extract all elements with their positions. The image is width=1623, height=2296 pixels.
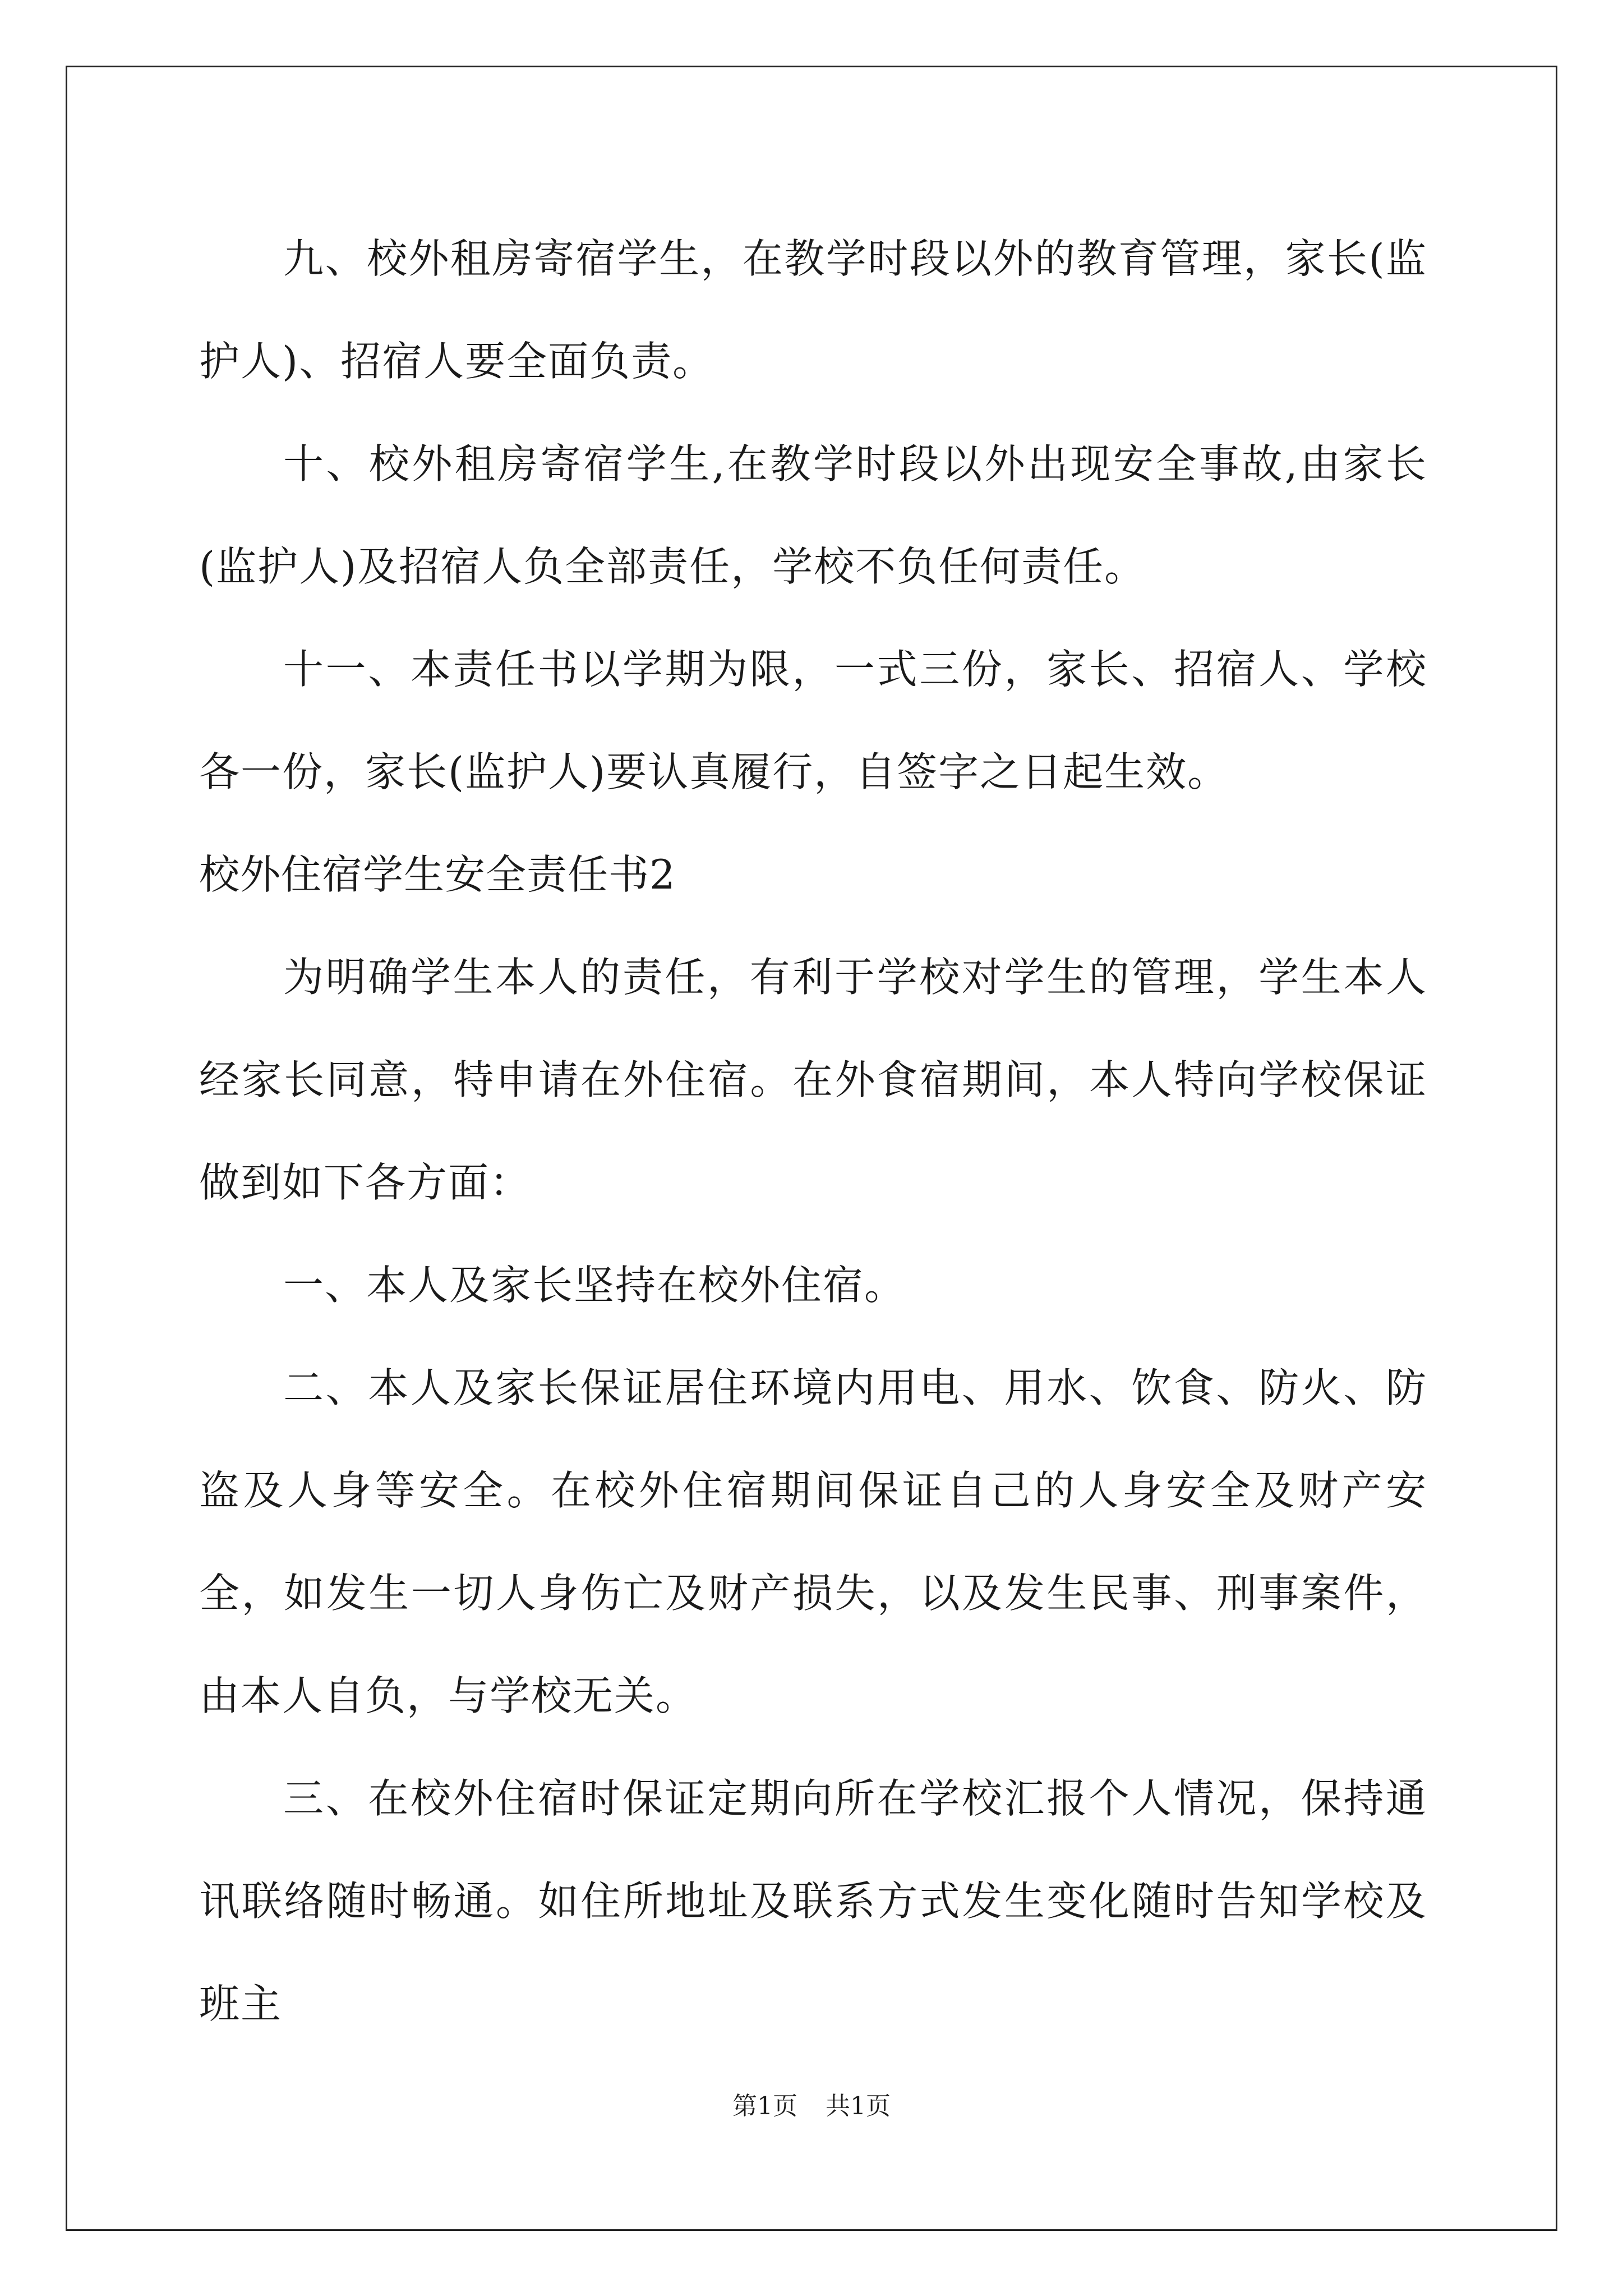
paragraph: 二、本人及家长保证居住环境内用电、用水、饮食、防火、防盗及人身等安全。在校外住宿期间保证自己的人身安全及财产安全，如发生一切人身伤亡及财产损失，以及发生民事、刑事案件，由本人自负，与学校无关。 [199,1364,1427,1719]
paragraph: 十、校外租房寄宿学生,在教学时段以外出现安全事故,由家长(监护人)及招宿人负全部责任，学校不负任何责任。 [199,440,1427,590]
paragraph: 十一、本责任书以学期为限，一式三份，家长、招宿人、学校各一份，家长(监护人)要认真履行，自签字之日起生效。 [199,646,1427,795]
paragraph: 三、在校外住宿时保证定期向所在学校汇报个人情况，保持通讯联络随时畅通。如住所地址及联系方式发生变化随时告知学校及班主 [199,1775,1427,2027]
section-heading: 校外住宿学生安全责任书2 [199,851,676,898]
page-total: 共1页 [826,2092,891,2120]
paragraph: 九、校外租房寄宿学生，在教学时段以外的教育管理，家长(监护人)、招宿人要全面负责。 [199,235,1427,385]
document-body [199,208,1427,2055]
paragraph: 一、本人及家长坚持在校外住宿。 [283,1262,906,1309]
paragraph: 为明确学生本人的责任，有利于学校对学生的管理，学生本人经家长同意，特申请在外住宿。在外食宿期间，本人特向学校保证做到如下各方面： [199,954,1427,1206]
page-footer [0,2090,1623,2123]
page-number: 第1页 [732,2092,797,2120]
